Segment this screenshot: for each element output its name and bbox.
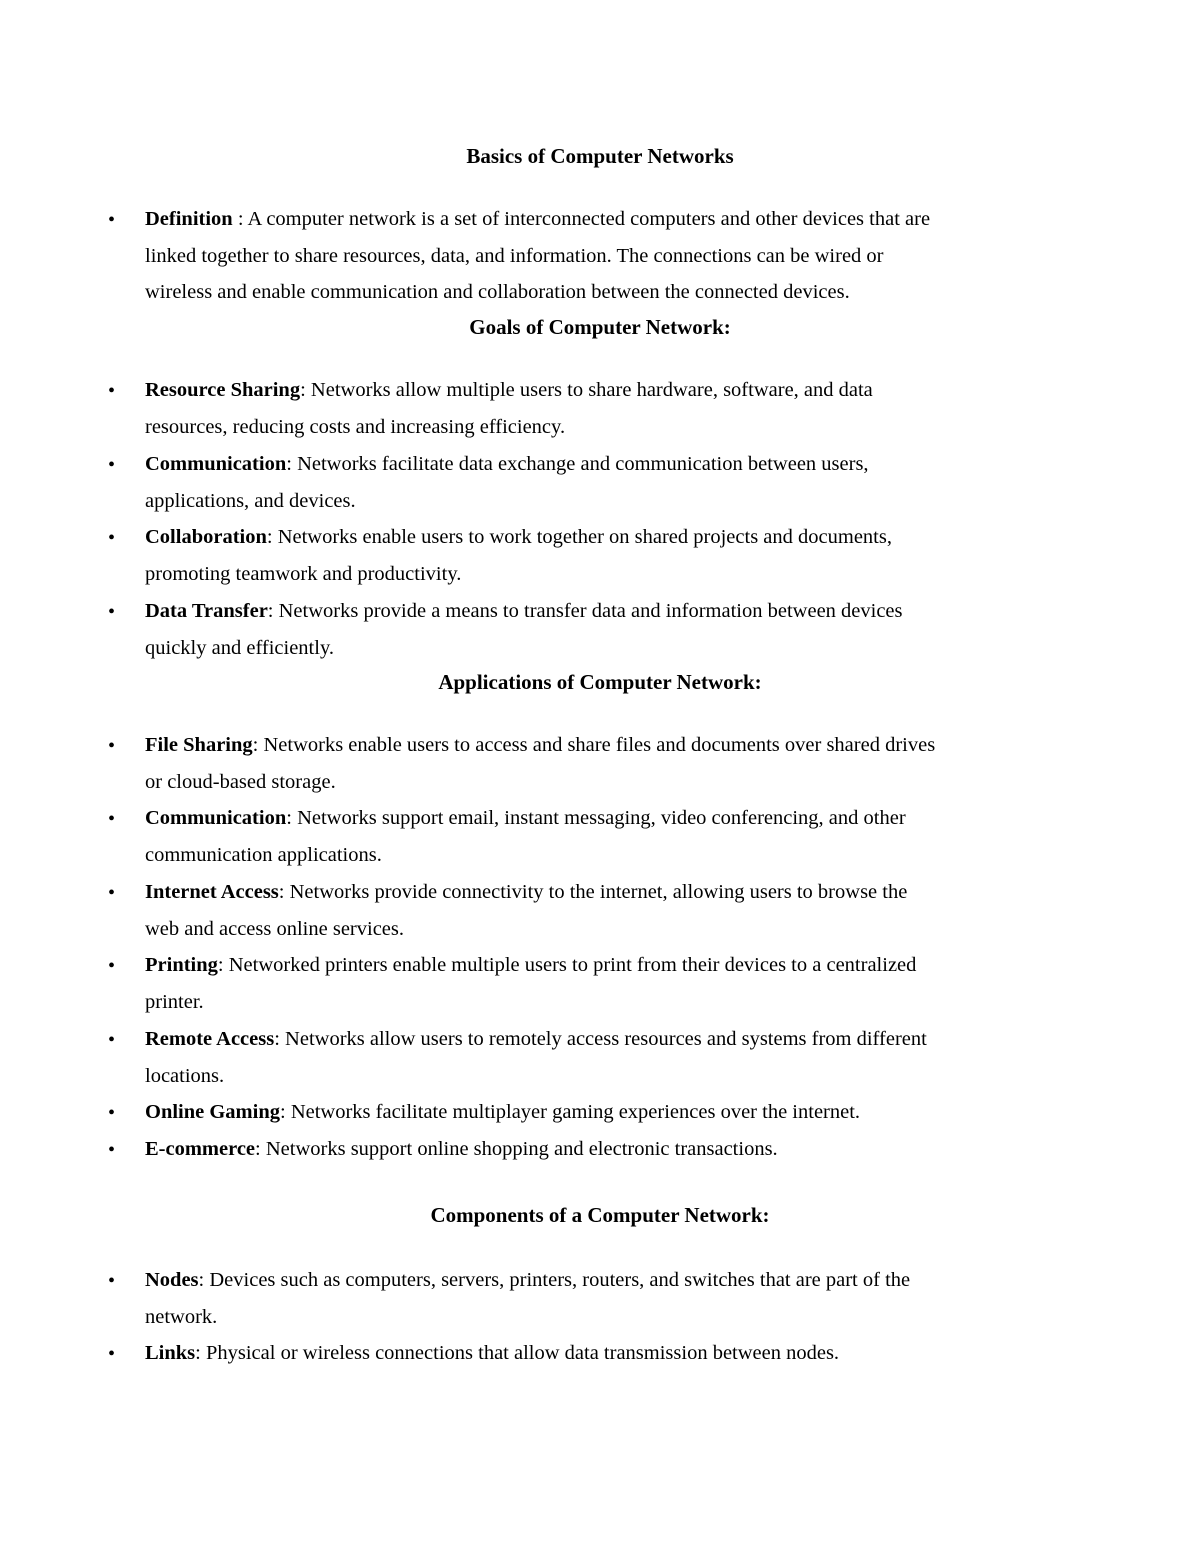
bullet-marker: • — [108, 601, 116, 623]
bullet-marker: • — [108, 527, 116, 549]
application-item-communication: Communication: Networks support email, instant messaging, video conferencing, and other communication applications. — [145, 807, 906, 866]
goal-item-data-transfer: Data Transfer: Networks provide a means to transfer data and information between devices quickly and efficiently. — [145, 600, 903, 659]
components-heading: Components of a Computer Network: — [430, 1203, 770, 1227]
application-term: Online Gaming — [145, 1101, 280, 1123]
bullet-marker: • — [108, 454, 116, 476]
application-term: Printing — [145, 954, 218, 976]
goals-heading: Goals of Computer Network: — [469, 315, 731, 339]
application-item-file-sharing: File Sharing: Networks enable users to access and share files and documents over shared drives or cloud-based storage. — [145, 734, 936, 793]
application-item-internet-access: Internet Access: Networks provide connectivity to the internet, allowing users to browse the web and access online services. — [145, 881, 908, 940]
definition-term: Definition — [145, 208, 233, 230]
applications-heading: Applications of Computer Network: — [438, 670, 762, 694]
component-term: Links — [145, 1342, 196, 1364]
bullet-marker: • — [108, 735, 116, 757]
definition-item — [145, 201, 1055, 311]
bullet-marker: • — [108, 209, 116, 231]
page-title: Basics of Computer Networks — [466, 144, 734, 168]
definition-line-2: linked together to share resources, data, and information. The connections can be wired or — [145, 244, 884, 267]
application-item-remote-access: Remote Access: Networks allow users to remotely access resources and systems from different locations. — [145, 1028, 927, 1087]
definition-line-3: wireless and enable communication and collaboration between the connected devices. — [145, 281, 850, 304]
bullet-marker: • — [108, 1270, 116, 1292]
goal-term: Collaboration — [145, 526, 267, 548]
bullet-marker: • — [108, 1029, 116, 1051]
goal-item-collaboration: Collaboration: Networks enable users to work together on shared projects and documents, promoting teamwork and productivity. — [145, 526, 892, 585]
goal-term: Communication — [145, 453, 287, 475]
goal-item-resource-sharing: Resource Sharing: Networks allow multiple users to share hardware, software, and data resources, reducing costs and increasing efficiency. — [145, 379, 873, 438]
application-item-printing: Printing: Networked printers enable multiple users to print from their devices to a centralized printer. — [145, 954, 917, 1013]
bullet-marker: • — [108, 882, 116, 904]
application-term: E-commerce — [145, 1138, 256, 1160]
definition-line-1: Definition : A computer network is a set of interconnected computers and other devices that are — [145, 208, 931, 230]
application-term: Internet Access — [145, 881, 279, 903]
component-item-links: Links: Physical or wireless connections that allow data transmission between nodes. — [145, 1342, 840, 1364]
application-term: Communication — [145, 807, 287, 829]
component-term: Nodes — [145, 1269, 199, 1291]
goal-term: Data Transfer — [145, 600, 268, 622]
application-term: File Sharing — [145, 734, 253, 756]
definition-sep: : — [232, 208, 248, 230]
bullet-marker: • — [108, 955, 116, 977]
application-item-e-commerce: E-commerce: Networks support online shopping and electronic transactions. — [145, 1138, 778, 1160]
goal-term: Resource Sharing — [145, 379, 301, 401]
goal-item-communication: Communication: Networks facilitate data exchange and communication between users, applications, and devices. — [145, 453, 869, 512]
application-item-online-gaming: Online Gaming: Networks facilitate multiplayer gaming experiences over the internet. — [145, 1101, 861, 1123]
bullet-marker: • — [108, 808, 116, 830]
bullet-marker: • — [108, 380, 116, 402]
bullet-marker: • — [108, 1102, 116, 1124]
bullet-marker: • — [108, 1139, 116, 1161]
bullet-marker: • — [108, 1343, 116, 1365]
component-item-nodes: Nodes: Devices such as computers, servers, printers, routers, and switches that are part of the network. — [145, 1269, 911, 1328]
application-term: Remote Access — [145, 1028, 275, 1050]
